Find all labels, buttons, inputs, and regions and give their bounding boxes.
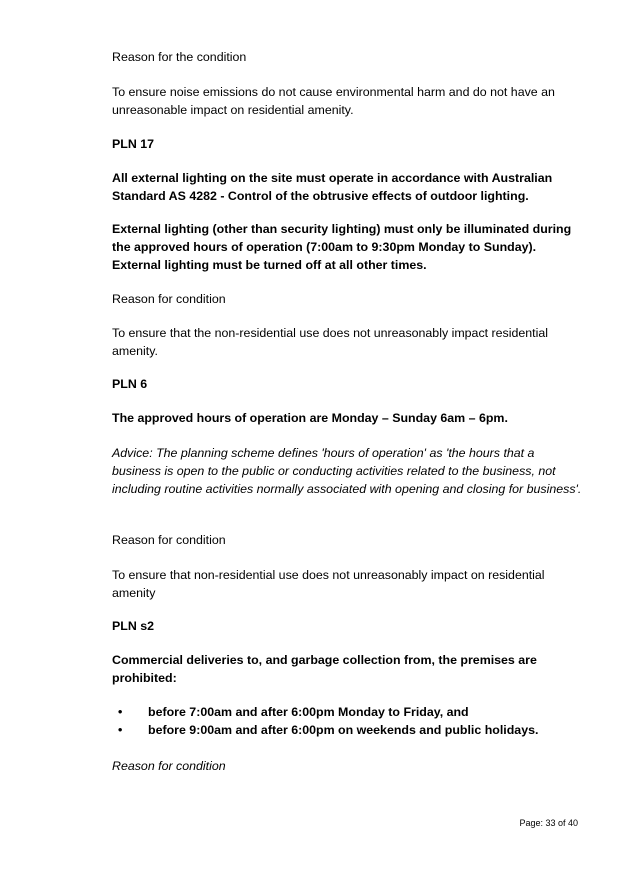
pln6-advice: Advice: The planning scheme defines 'hours of operation' as 'the hours that a business is open to the public or conducting activities related to the business, not including routine activities normally associated with opening and closing for business'. <box>112 446 582 496</box>
reason-heading-3: Reason for condition <box>112 533 226 547</box>
bullet-icon: • <box>118 705 123 719</box>
list-item <box>112 721 592 739</box>
pln17-paragraph-2: External lighting (other than security lighting) must only be illuminated during the approved hours of operation (7:00am to 9:30pm Monday to Sunday). External lighting must be turned off at all other times. <box>112 222 572 272</box>
plns2-paragraph: Commercial deliveries to, and garbage collection from, the premises are prohibited: <box>112 653 537 685</box>
pln6-paragraph: The approved hours of operation are Monday – Sunday 6am – 6pm. <box>112 411 508 425</box>
reason-heading-2: Reason for condition <box>112 292 226 306</box>
page-number: Page: 33 of 40 <box>519 818 578 828</box>
reason-heading-1: Reason for the condition <box>112 50 247 64</box>
pln17-paragraph-1: All external lighting on the site must operate in accordance with Australian Standard AS 4282 - Control of the obtrusive effects of outdoor lighting. <box>112 171 553 203</box>
condition-heading-pln6: PLN 6 <box>112 377 148 391</box>
reason-heading-4: Reason for condition <box>112 759 226 773</box>
bullet-text: before 7:00am and after 6:00pm Monday to Friday, and <box>148 705 469 719</box>
condition-heading-pln17: PLN 17 <box>112 137 155 151</box>
bullet-icon: • <box>118 723 123 737</box>
reason-text-3: To ensure that non-residential use does not unreasonably impact on residential amenity <box>112 568 545 600</box>
plns2-bullet-list <box>112 703 592 739</box>
bullet-text: before 9:00am and after 6:00pm on weekends and public holidays. <box>148 723 539 737</box>
reason-text-1: To ensure noise emissions do not cause environmental harm and do not have an unreasonable impact on residential amenity. <box>112 85 555 117</box>
condition-heading-plns2: PLN s2 <box>112 619 155 633</box>
list-item <box>112 703 592 721</box>
reason-text-2: To ensure that the non-residential use does not unreasonably impact residential amenity. <box>112 326 549 358</box>
